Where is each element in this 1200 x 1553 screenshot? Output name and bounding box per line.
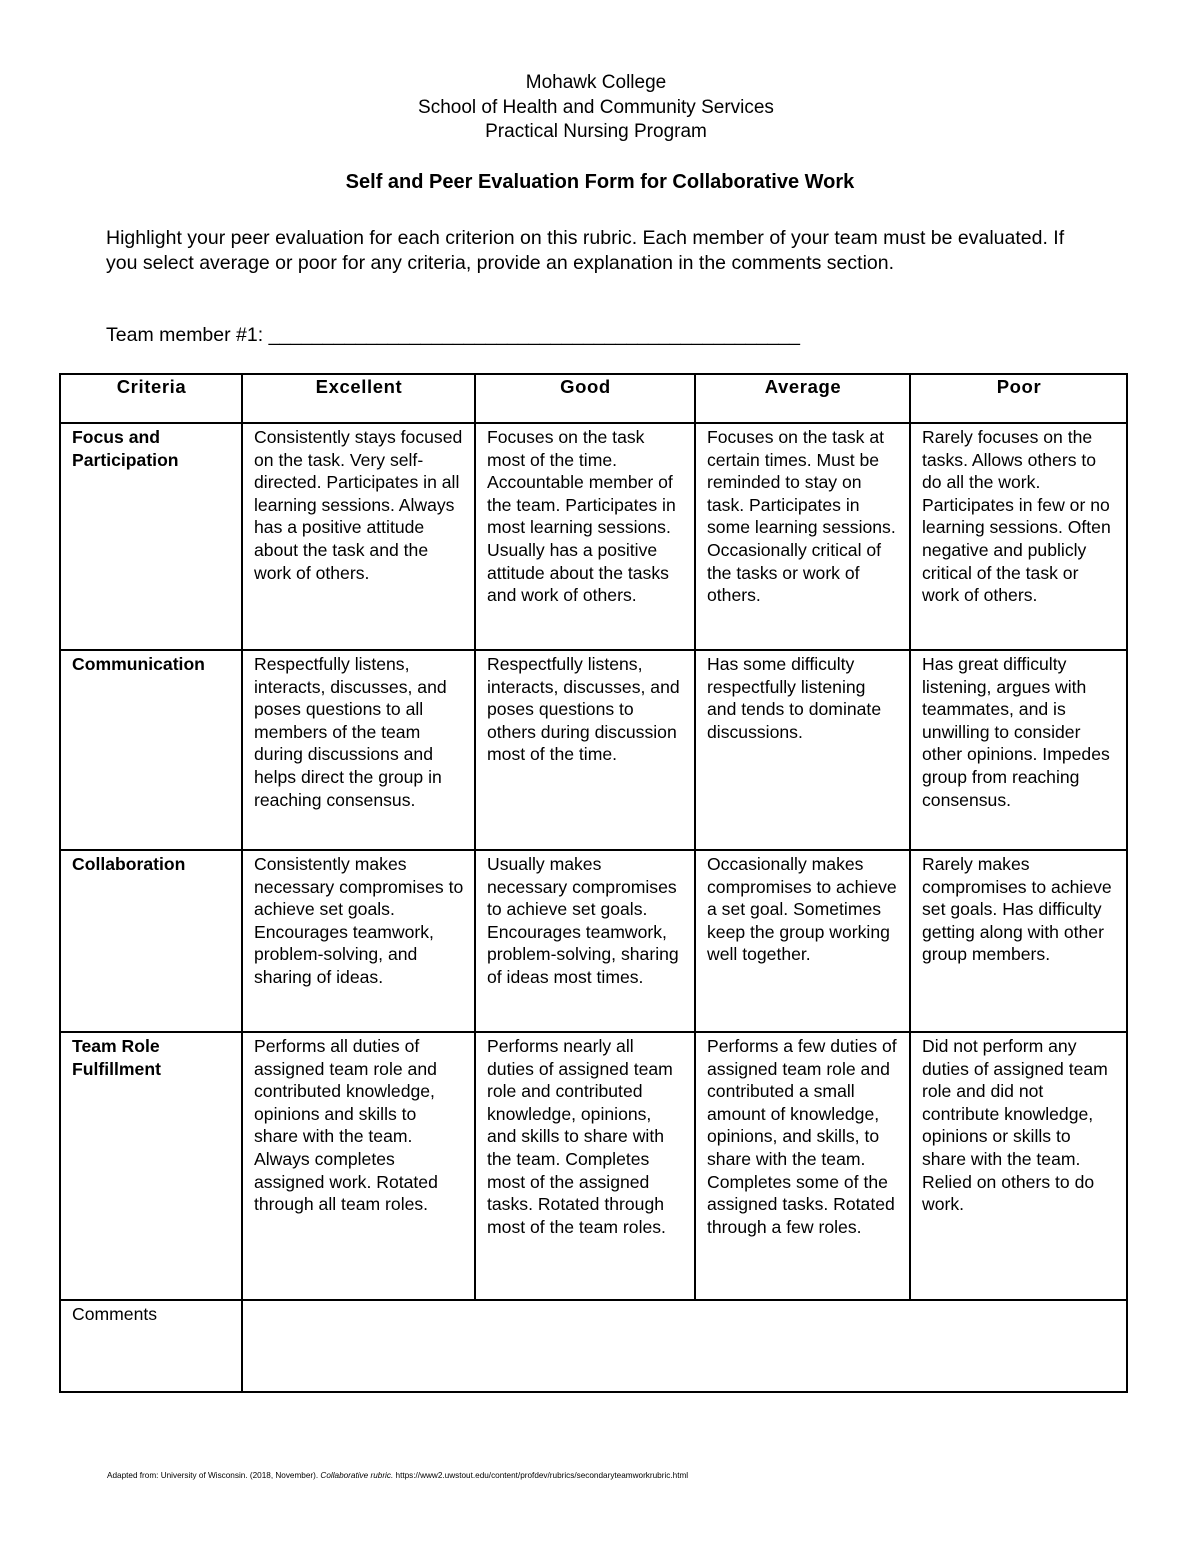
team-member-line [106, 324, 800, 347]
excellent-cell[interactable]: Performs all duties of assigned team role and contributed knowledge, opinions and skills to share with the team. Always completes assigned work. Rotated through all team roles. [242, 1032, 475, 1300]
poor-cell[interactable]: Has great difficulty listening, argues with teammates, and is unwilling to consider other opinions. Impedes group from reaching consensus. [910, 650, 1127, 850]
criterion-cell: Collaboration [60, 850, 242, 1032]
citation-url: https://www2.uwstout.edu/content/profdev/rubrics/secondaryteamworkrubric.html [393, 1471, 689, 1480]
team-member-blank[interactable]: _________________________________________________ [268, 324, 800, 346]
citation-footer [107, 1471, 688, 1480]
table-row [60, 423, 1127, 650]
school-name: School of Health and Community Services [418, 96, 774, 118]
citation-prefix: Adapted from: University of Wisconsin. (2018, November). [107, 1471, 321, 1480]
good-cell[interactable]: Performs nearly all duties of assigned team role and contributed knowledge, opinions, and skills to share with the team. Completes most of the assigned tasks. Rotated through most of the team roles. [475, 1032, 695, 1300]
excellent-cell[interactable]: Respectfully listens, interacts, discusses, and poses questions to all members of the team during discussions and helps direct the group in reaching consensus. [242, 650, 475, 850]
average-cell[interactable]: Focuses on the task at certain times. Must be reminded to stay on task. Participates in some learning sessions. Occasionally critical of the tasks or work of others. [695, 423, 910, 650]
good-cell[interactable]: Focuses on the task most of the time. Accountable member of the team. Participates in most learning sessions. Usually has a positive attitude about the tasks and work of others. [475, 423, 695, 650]
criterion-cell: Focus and Participation [60, 423, 242, 650]
average-cell[interactable]: Has some difficulty respectfully listening and tends to dominate discussions. [695, 650, 910, 850]
poor-cell[interactable]: Rarely focuses on the tasks. Allows others to do all the work. Participates in few or no learning sessions. Often negative and publicly critical of the task or work of others. [910, 423, 1127, 650]
citation-title: Collaborative rubric. [320, 1471, 394, 1480]
good-cell[interactable]: Usually makes necessary compromises to achieve set goals. Encourages teamwork, problem-solving, sharing of ideas most times. [475, 850, 695, 1032]
document-title: Self and Peer Evaluation Form for Collaborative Work [345, 171, 855, 193]
table-row [60, 850, 1127, 1032]
poor-cell[interactable]: Rarely makes compromises to achieve set goals. Has difficulty getting along with other group members. [910, 850, 1127, 1032]
table-row [60, 650, 1127, 850]
header-excellent: Excellent [242, 374, 475, 423]
average-cell[interactable]: Occasionally makes compromises to achieve a set goal. Sometimes keep the group working well together. [695, 850, 910, 1032]
instructions-paragraph: Highlight your peer evaluation for each criterion on this rubric. Each member of your team must be evaluated. If you select average or poor for any criteria, provide an explanation in the comments section. [106, 227, 1065, 274]
header-good: Good [475, 374, 695, 423]
table-row [60, 1032, 1127, 1300]
header-poor: Poor [910, 374, 1127, 423]
institution-name: Mohawk College [525, 72, 667, 93]
evaluation-rubric-table [59, 373, 1128, 1393]
comments-field[interactable] [242, 1300, 1127, 1392]
excellent-cell[interactable]: Consistently makes necessary compromises to achieve set goals. Encourages teamwork, problem-solving, and sharing of ideas. [242, 850, 475, 1032]
program-name: Practical Nursing Program [485, 121, 707, 142]
header-criteria: Criteria [60, 374, 242, 423]
excellent-cell[interactable]: Consistently stays focused on the task. Very self-directed. Participates in all learning sessions. Always has a positive attitude about the task and the work of others. [242, 423, 475, 650]
average-cell[interactable]: Performs a few duties of assigned team role and contributed a small amount of knowledge, opinions, and skills, to share with the team. Completes some of the assigned tasks. Rotated through a few roles. [695, 1032, 910, 1300]
table-header-row [60, 374, 1127, 423]
comments-row [60, 1300, 1127, 1392]
poor-cell[interactable]: Did not perform any duties of assigned team role and did not contribute knowledge, opinions or skills to share with the team. Relied on others to do work. [910, 1032, 1127, 1300]
team-member-label: Team member #1: [106, 324, 264, 346]
header-average: Average [695, 374, 910, 423]
good-cell[interactable]: Respectfully listens, interacts, discusses, and poses questions to others during discussion most of the time. [475, 650, 695, 850]
comments-label: Comments [60, 1300, 242, 1392]
criterion-cell: Communication [60, 650, 242, 850]
criterion-cell: Team Role Fulfillment [60, 1032, 242, 1300]
document-header [0, 71, 1200, 145]
